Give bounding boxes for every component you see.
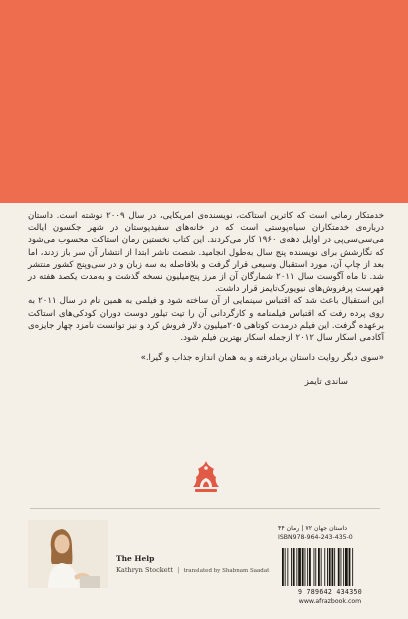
author-photo xyxy=(28,520,108,588)
translator-credit: translated by Shabnam Saadat xyxy=(183,568,270,574)
cover-color-block xyxy=(0,0,408,203)
book-meta xyxy=(278,525,382,543)
publisher-logo-icon xyxy=(186,458,226,498)
author-line xyxy=(116,566,269,574)
synopsis-paragraph-1: خدمتکار رمانی است که کاترین استاکت، نویسنده‌ی امریکایی، در سال ۲۰۰۹ نوشته است. داستان درباره‌ی خدمتکاران سیاه‌پوستی است که در خانه‌های سفیدپوستان در شهر جکسون ایالت می‌سی‌سی‌پی در اوایل دهه‌ی ۱۹۶۰ کار می‌کردند. این کتاب نخستین رمان استاکت محسوب می‌شود که نگارشش برای نویسنده پنج سال به‌طول انجامید. شصت ناشر ابتدا از انتشار آن سر باز زدند، اما بعد از چاپ آن، مورد استقبال وسیعی قرار گرفت و بلافاصله به سه زبان و در سی‌وپنج کشور منتشر شد. تا ماه آگوست سال ۲۰۱۱ شمارگان آن از مرز پنج‌میلیون نسخه گذشت و به‌مدت یکصد هفته در فهرست پرفروش‌های نیویورک‌تایمز قرار داشت. xyxy=(28,211,385,295)
author-name: Kathryn Stockett xyxy=(116,566,173,574)
review-source: ساندی تایمز xyxy=(304,377,348,388)
book-title: The Help xyxy=(116,554,155,563)
author-separator: | xyxy=(177,566,180,574)
bottom-divider xyxy=(30,508,380,509)
publisher-website: www.afrazbook.com xyxy=(298,598,362,605)
series-info: داستان جهان ۷۲ | رمان ۴۴ xyxy=(278,525,348,532)
barcode-number: 9 789642 434350 xyxy=(297,588,363,596)
review-quote: «سوی دیگر روایت داستان برباد‌رفته و به همان اندازه جذاب و گیرا.» xyxy=(140,353,384,364)
synopsis-paragraph-2: این استقبال باعث شد که اقتباس سینمایی از آن ساخته شود و فیلمی به همین نام در سال ۲۰۱۱ به روی پرده رفت که اقتباس فیلمنامه و کارگردانی آن را تیت تیلور دوست دوران کودکی‌های استاکت برعهده گرفت. این فیلم درمدت کوتاهی ۲۰۵میلیون دلار فروش کرد و نیز توانست نامزد چهار جایزه‌ی آکادمی اسکار سال ۲۰۱۲ ازجمله اسکار بهترین فیلم شود. xyxy=(28,296,384,344)
isbn-text: ISBN978-964-243-435-0 xyxy=(278,533,353,541)
barcode-icon xyxy=(280,548,380,586)
synopsis-text xyxy=(28,210,384,389)
